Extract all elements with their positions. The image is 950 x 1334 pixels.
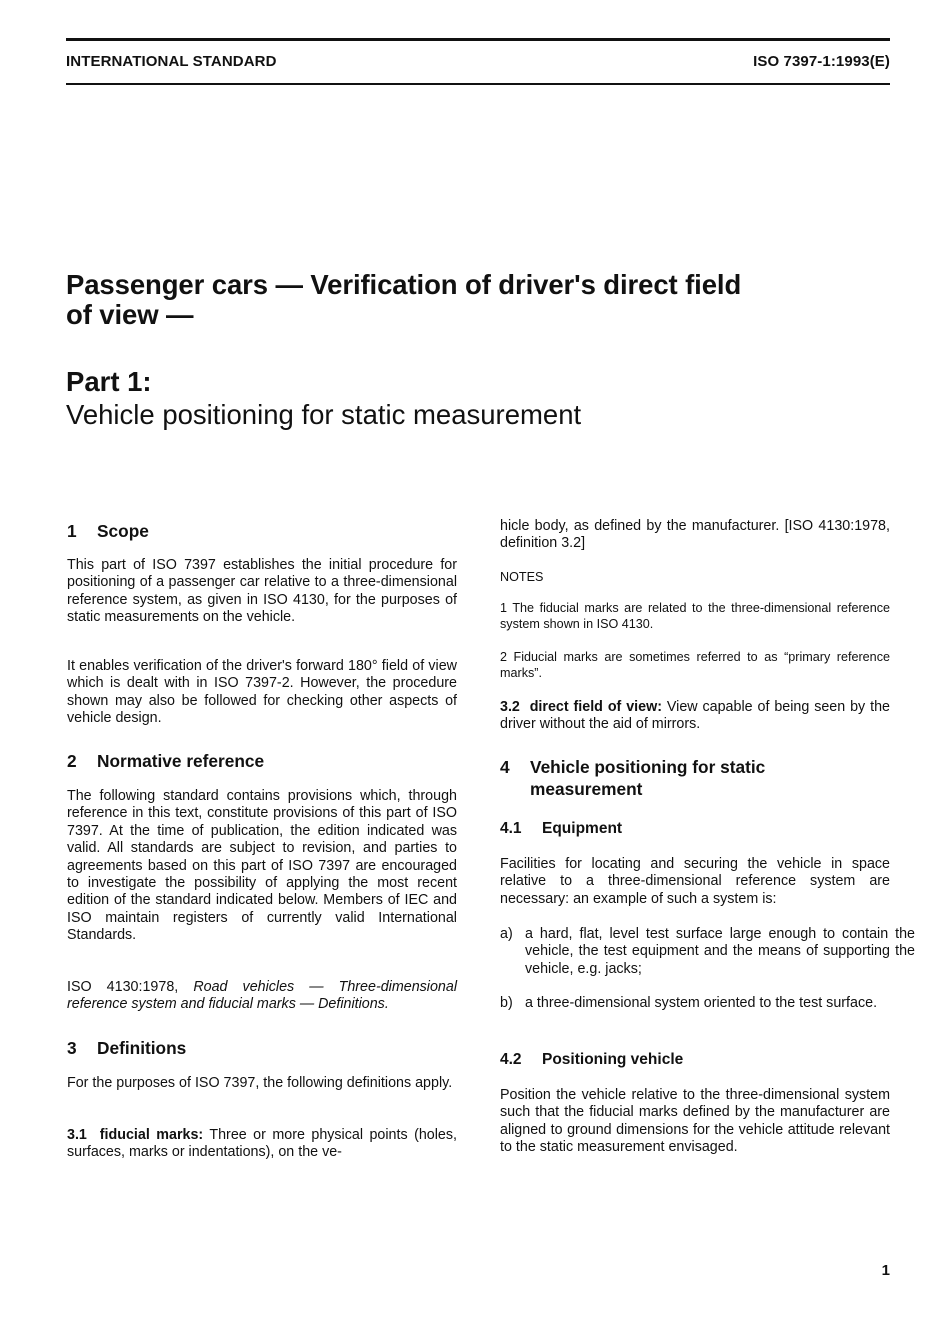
- title-line-2: of view —: [66, 299, 194, 330]
- header-top-rule: [66, 38, 890, 41]
- note-2: 2 Fiducial marks are sometimes referred to as “primary reference marks”.: [500, 650, 890, 680]
- title-line-1: Passenger cars — Verification of driver's direct field: [66, 269, 742, 300]
- document-title: [66, 270, 866, 330]
- equipment-paragraph: Facilities for locating and securing the vehicle in space relative to a three-dimensional reference system are necessary: an example of such a system is:: [500, 856, 890, 907]
- section-3-heading: 3 Definitions: [67, 1038, 187, 1058]
- definition-3-1: 3.1 fiducial marks: Three or more physical points (holes, surfaces, marks or indentations), on the ve-: [67, 1127, 457, 1161]
- definition-3-2: 3.2 direct field of view: View capable of being seen by the driver without the aid of mirrors.: [500, 699, 890, 733]
- scope-paragraph-1: This part of ISO 7397 establishes the initial procedure for positioning of a passenger car relative to a three-dimensional reference system, as given in ISO 4130, for the purposes of static measurements on the vehicle.: [67, 557, 457, 626]
- section-4-heading: 4 Vehicle positioning for static measurement: [500, 757, 766, 799]
- positioning-paragraph: Position the vehicle relative to the three-dimensional system such that the fiducial marks defined by the manufacturer are aligned to ground dimensions for the vehicle attitude relevant to the static measurement envisaged.: [500, 1087, 890, 1156]
- section-4-2-heading: 4.2 Positioning vehicle: [500, 1051, 684, 1068]
- header-bottom-rule: [66, 83, 890, 85]
- header-standard-label: INTERNATIONAL STANDARD: [66, 53, 277, 70]
- normative-reference-paragraph: The following standard contains provisions which, through reference in this text, constitute provisions of this part of ISO 7397. At the time of publication, the edition indicated was valid. All standards are subject to revision, and parties to agreements based on this part of ISO 7397 are encouraged to investigate the possibility of applying the most recent edition of the standard indicated below. Members of IEC and ISO maintain registers of currently valid International Standards.: [67, 788, 457, 944]
- notes-label: NOTES: [500, 570, 544, 584]
- note-1: 1 The fiducial marks are related to the three-dimensional reference system shown in ISO 4130.: [500, 601, 890, 631]
- definitions-intro: For the purposes of ISO 7397, the following definitions apply.: [67, 1075, 453, 1091]
- section-1-heading: 1 Scope: [67, 521, 149, 541]
- part-subtitle: Vehicle positioning for static measurement: [66, 399, 582, 430]
- normative-reference-citation: ISO 4130:1978, Road vehicles — Three-dimensional reference system and fiducial marks — Definitions.: [67, 979, 458, 1013]
- scope-paragraph-2: It enables verification of the driver's forward 180° field of view which is dealt with in ISO 7397-2. However, the procedure shown may also be followed for checking other aspects of vehicle design.: [67, 658, 457, 727]
- page-number: 1: [881, 1262, 890, 1279]
- definition-3-1-continued: hicle body, as defined by the manufacturer. [ISO 4130:1978, definition 3.2]: [500, 518, 890, 552]
- equipment-item-a: a) a hard, flat, level test surface large enough to contain the vehicle, the test equipment and the means of supporting the vehicle, e.g. jacks;: [500, 926, 915, 977]
- section-2-heading: 2 Normative reference: [67, 751, 265, 771]
- section-4-1-heading: 4.1 Equipment: [500, 820, 623, 837]
- equipment-item-b: b) a three-dimensional system oriented to the test surface.: [500, 995, 878, 1011]
- header-document-id: ISO 7397-1:1993(E): [753, 53, 890, 70]
- part-label: Part 1:: [66, 366, 152, 397]
- reference-title: Road vehicles — Three-dimensional reference system and fiducial marks — Definitions.: [67, 979, 458, 1013]
